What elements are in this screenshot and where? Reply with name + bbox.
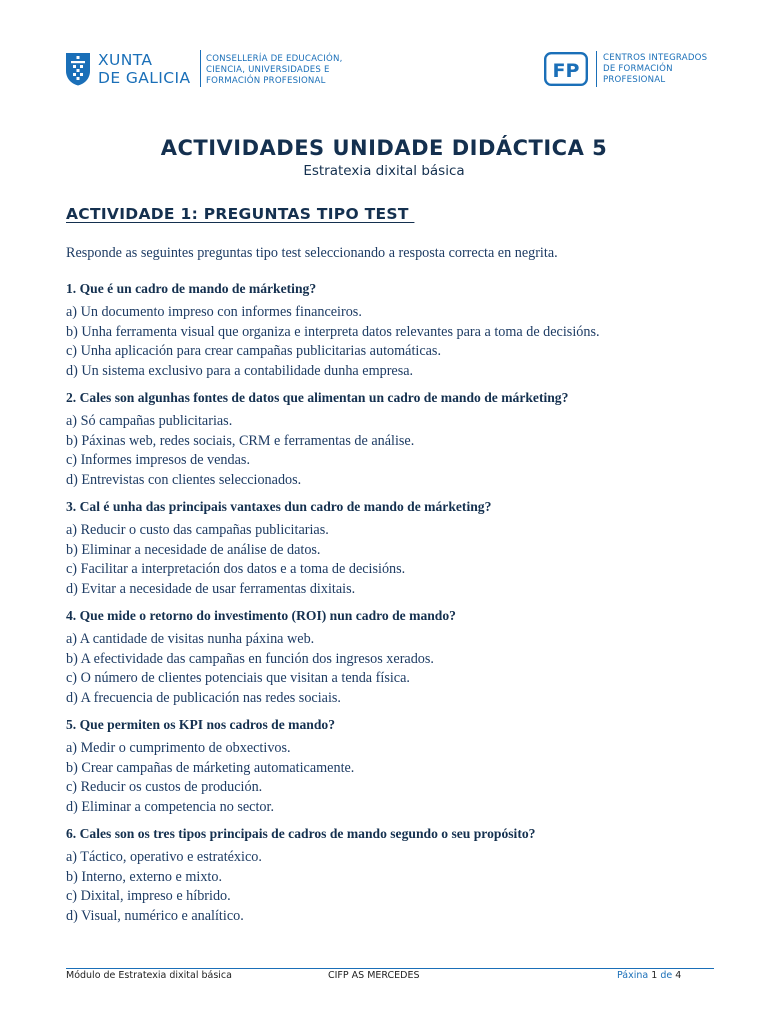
option-c: c) Unha aplicación para crear campañas publicitarias automáticas. [66,343,441,359]
fp-line1: CENTROS INTEGRADOS [603,53,708,63]
page-footer [66,970,714,984]
fp-line2: DE FORMACIÓN [603,64,673,74]
option-c: c) Informes impresos de vendas. [66,452,250,468]
intro-text: Responde as seguintes preguntas tipo test seleccionando a resposta correcta en negrita. [66,245,558,261]
question-list [66,280,726,934]
fp-divider [596,51,597,87]
fp-line3: PROFESIONAL [603,75,666,85]
fp-logo-text: FP [552,60,580,82]
page-header [0,48,768,92]
question-text: 2. Cales son algunhas fontes de datos que alimentan un cadro de mando de márketing? [66,390,569,405]
fp-centre-name [603,53,707,86]
xunta-name [98,51,190,87]
footer-school: CIFP AS MERCEDES [328,970,420,981]
option-a: a) Medir o cumprimento de obxectivos. [66,740,291,756]
option-d: d) Un sistema exclusivo para a contabilidade dunha empresa. [66,362,414,379]
question-text: 3. Cal é unha das principais vantaxes dun cadro de mando de márketing? [66,499,492,514]
question-4 [66,607,726,708]
department-name [206,54,343,87]
option-d: d) A frecuencia de publicación nas redes sociais. [66,689,341,706]
page-label: Páxina [617,970,649,981]
question-text: 5. Que permiten os KPI nos cadros de mando? [66,717,335,732]
footer-page-number [617,970,681,981]
option-b: b) Interno, externo e mixto. [66,868,223,885]
department-line1: CONSELLERÍA DE EDUCACIÓN, [206,54,343,64]
page-current: 1 [651,970,658,981]
option-b: b) Unha ferramenta visual que organiza e interpreta datos relevantes para a toma de decisións. [66,323,600,340]
option-b: b) Crear campañas de márketing automaticamente. [66,759,355,776]
option-a: a) Reducir o custo das campañas publicitarias. [66,522,329,538]
page-title: ACTIVIDADES UNIDADE DIDÁCTICA 5 [160,136,608,160]
question-3 [66,498,726,599]
department-line2: CIENCIA, UNIVERSIDADES E [206,65,330,75]
page-subtitle: Estratexia dixital básica [303,163,465,179]
question-1 [66,280,726,381]
option-c: c) O número de clientes potenciais que visitan a tenda física. [66,670,410,686]
footer-divider [66,968,714,969]
option-c: c) Reducir os custos de produción. [66,779,263,795]
fp-logo-icon [544,52,588,86]
option-d: d) Evitar a necesidade de usar ferramentas dixitais. [66,580,356,597]
option-a: a) A cantidade de visitas nunha páxina web. [66,631,315,647]
galicia-shield-icon [65,50,91,86]
page-of: de [660,970,673,981]
option-d: d) Entrevistas con clientes seleccionados. [66,471,302,488]
footer-module: Módulo de Estratexia dixital básica [66,970,232,981]
question-6 [66,825,726,926]
option-b: b) Eliminar a necesidade de análise de datos. [66,541,321,558]
question-text: 4. Que mide o retorno do investimento (ROI) nun cadro de mando? [66,608,456,623]
option-a: a) Táctico, operativo e estratéxico. [66,849,262,865]
section-title: ACTIVIDADE 1: PREGUNTAS TIPO TEST [66,205,415,223]
question-2 [66,389,726,490]
option-c: c) Dixital, impreso e híbrido. [66,888,231,904]
option-a: a) Un documento impreso con informes financeiros. [66,304,362,320]
option-d: d) Visual, numérico e analítico. [66,907,244,924]
option-c: c) Facilitar a interpretación dos datos e a toma de decisións. [66,561,406,577]
question-text: 6. Cales son os tres tipos principais de cadros de mando segundo o seu propósito? [66,826,536,841]
question-text: 1. Que é un cadro de mando de márketing? [66,281,317,296]
option-a: a) Só campañas publicitarias. [66,413,233,429]
xunta-name-line1: XUNTA [98,51,153,69]
page-total: 4 [675,970,682,981]
logo-divider [200,50,201,87]
xunta-name-line2: DE GALICIA [98,69,191,87]
department-line3: FORMACIÓN PROFESIONAL [206,76,326,86]
option-b: b) A efectividade das campañas en función dos ingresos xerados. [66,650,434,667]
option-b: b) Páxinas web, redes sociais, CRM e ferramentas de análise. [66,432,415,449]
question-5 [66,716,726,817]
option-d: d) Eliminar a competencia no sector. [66,798,275,815]
